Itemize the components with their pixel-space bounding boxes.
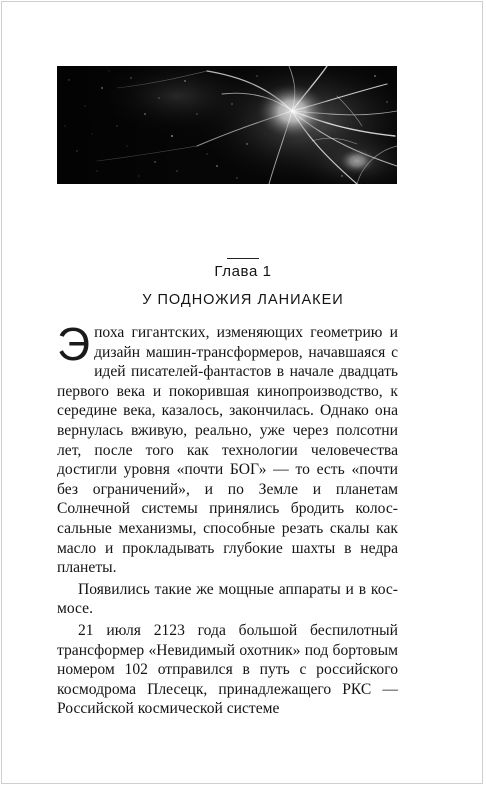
- chapter-rule: [227, 258, 259, 259]
- chapter-illustration: [57, 66, 397, 184]
- paragraph-3: 21 июля 2123 года большой беспилотный трансформер «Невидимый охотник» под бортовым номером 102 отправился в путь с российского космодрома Плесецк, принадлежащего РКС — Российской космической системе: [57, 621, 398, 718]
- chapter-number: [0, 258, 486, 280]
- paragraph-1-text: поха гигантских, изменяющих геометрию и дизайн машин-трансформеров, начавшаяся с идей писателей-фантастов в начале двадцать первого века и покорившая кинопроизводство, к середине века, казалось, закончилась. Однако она вернулась вживую, реально, уже через полсотни лет, после того как технологии человечества достигли уровня «почти БОГ» — то есть «почти без ограничений», и по Земле и планетам Солнечной системы принялись бродить колоссальные механизмы, способные резать скалы как масло и прокладывать глубокие шахты в недра планеты.: [57, 324, 398, 577]
- galaxy-filaments-image: [57, 66, 397, 184]
- chapter-number-label: Глава 1: [214, 263, 272, 280]
- drop-cap: Э: [57, 318, 91, 370]
- paragraph-2: Появились такие же мощные аппараты и в космосе.: [57, 580, 398, 618]
- paragraph-1: [57, 318, 398, 578]
- chapter-title: У ПОДНОЖИЯ ЛАНИАКЕИ: [142, 292, 344, 308]
- chapter-body: [57, 318, 398, 719]
